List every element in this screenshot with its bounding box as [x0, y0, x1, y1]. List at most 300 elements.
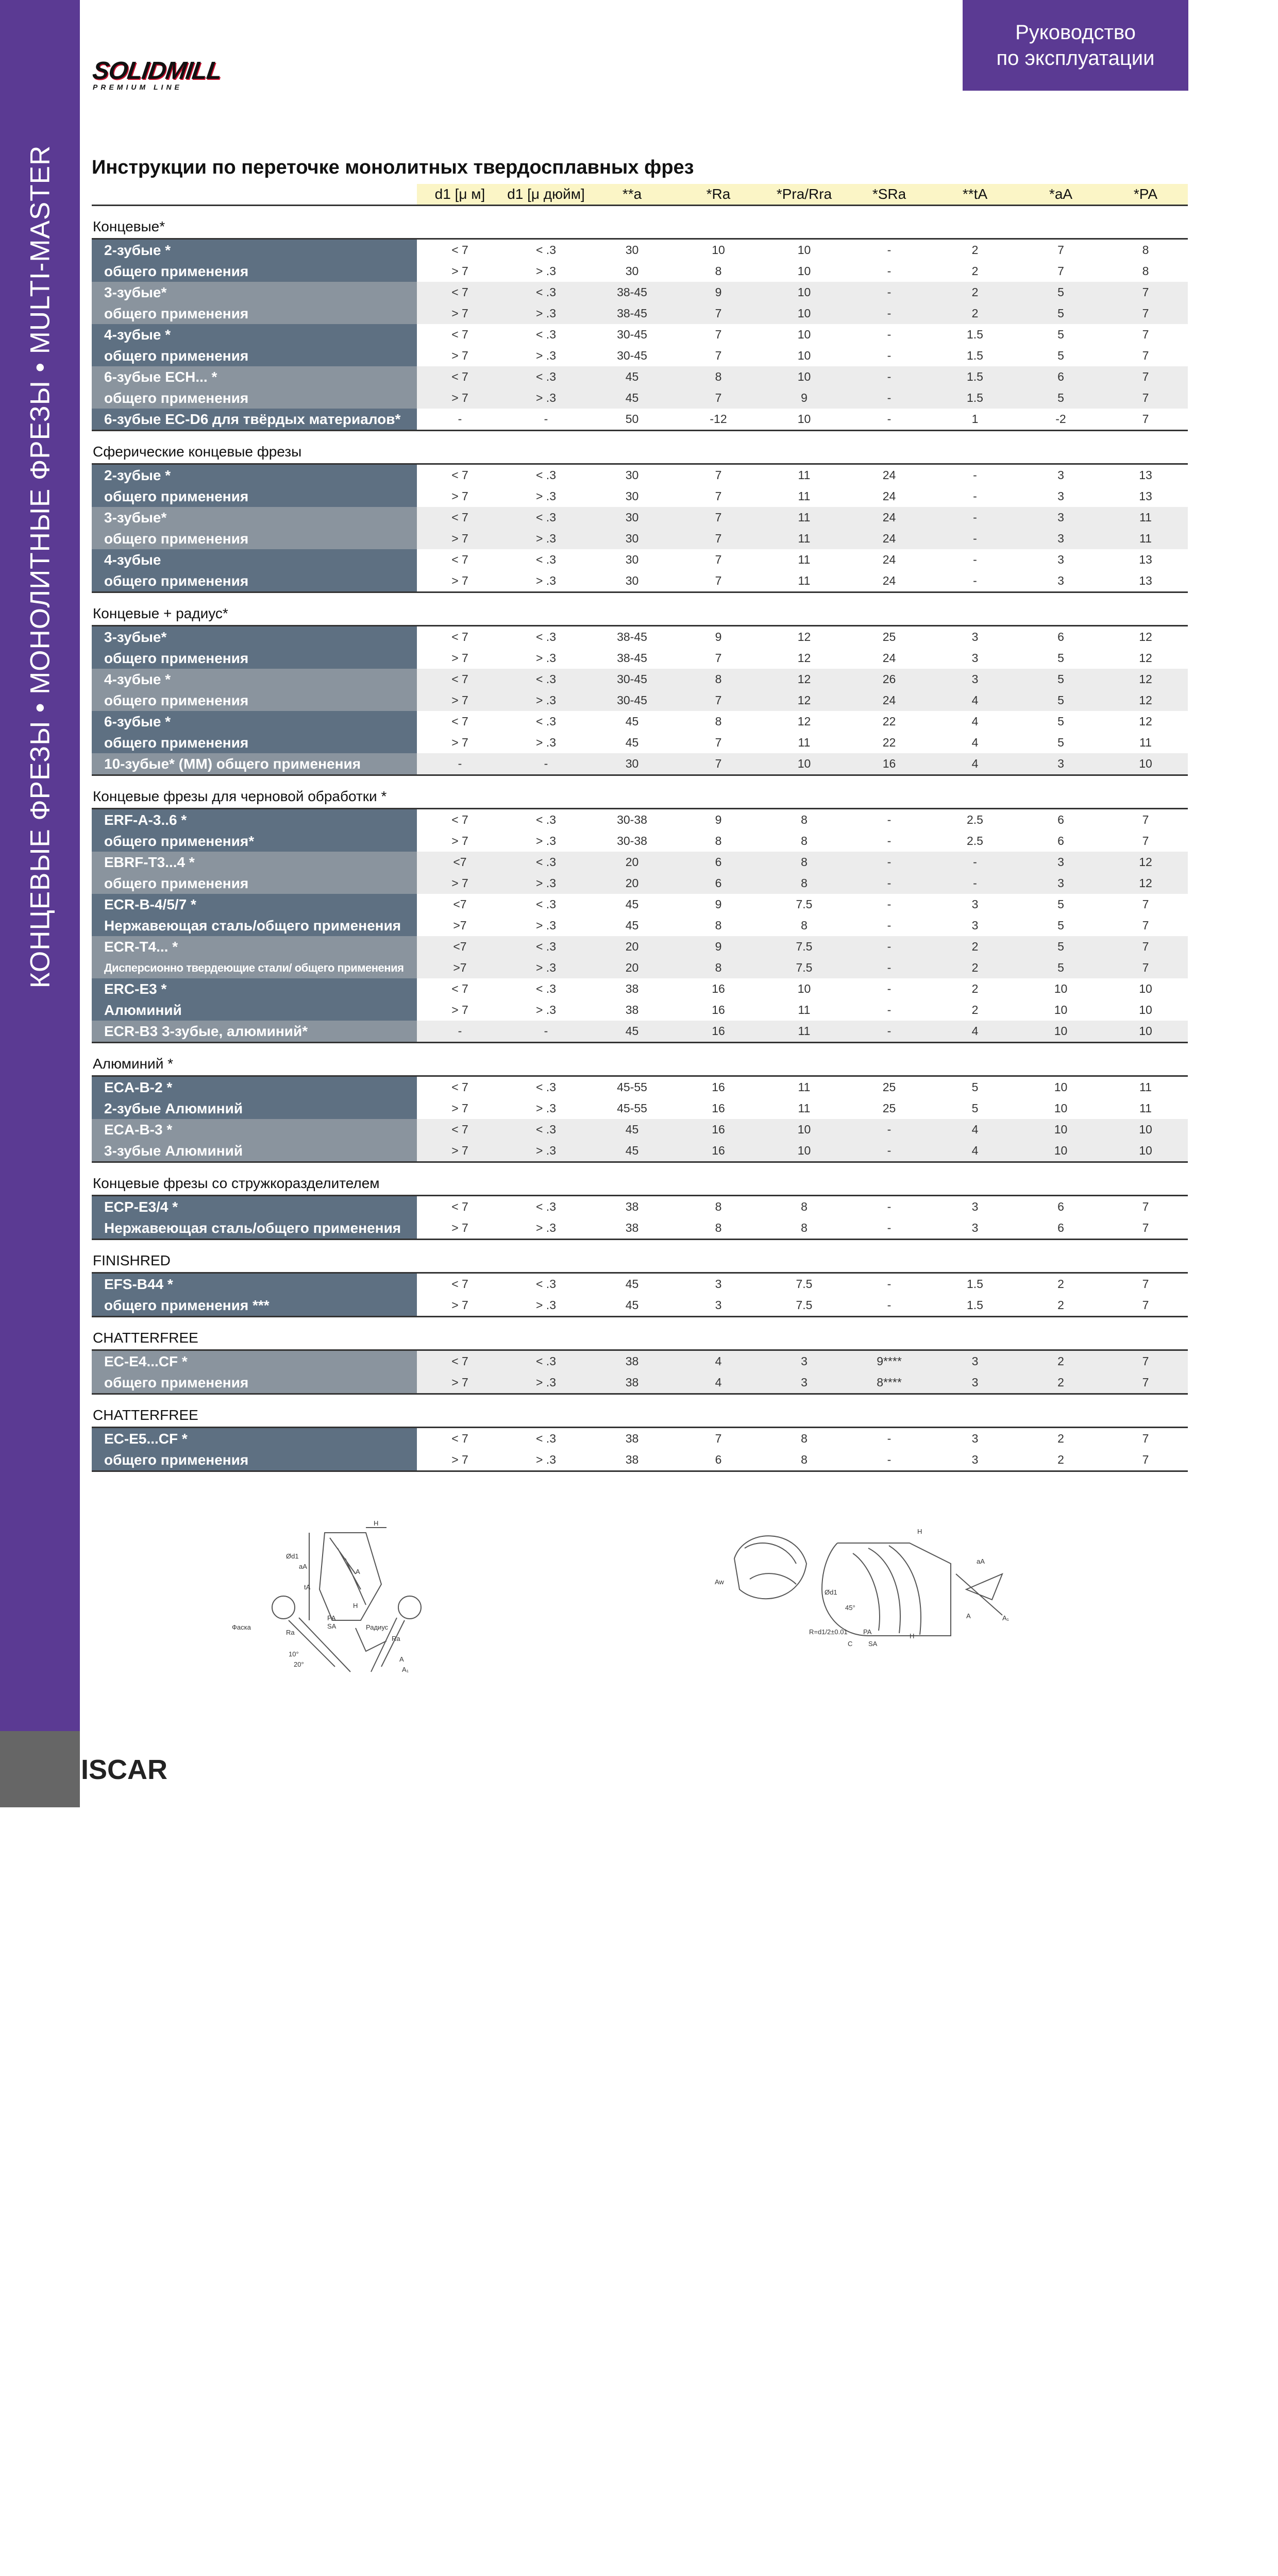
value-cell: 5 — [1018, 732, 1103, 753]
section-title: Концевые + радиус* — [92, 592, 1188, 626]
value-cell: 11 — [762, 732, 847, 753]
value-cell: >7 — [417, 915, 503, 936]
value-cell: 4 — [932, 753, 1018, 775]
diagram-label: Фаска — [232, 1623, 251, 1631]
diagram-label: H — [374, 1519, 379, 1527]
tool-name-cell: 10-зубые* (MM) общего применения — [92, 753, 417, 775]
value-cell: 8 — [675, 261, 762, 282]
value-cell: 38 — [589, 1196, 675, 1218]
value-cell: 7 — [1103, 324, 1188, 345]
value-cell: 10 — [762, 324, 847, 345]
table-row — [92, 915, 1188, 936]
value-cell: - — [932, 486, 1018, 507]
value-cell: < 7 — [417, 1350, 503, 1372]
table-row — [92, 690, 1188, 711]
left-diagram-labels — [232, 1519, 409, 1673]
value-cell: - — [932, 852, 1018, 873]
section-title: Концевые фрезы со стружкоразделителем — [92, 1162, 1188, 1196]
value-cell: < .3 — [503, 239, 589, 261]
value-cell: > 7 — [417, 261, 503, 282]
diagram-label: tA — [304, 1583, 311, 1591]
table-row — [92, 648, 1188, 669]
value-cell: 10 — [762, 1140, 847, 1162]
value-cell: < 7 — [417, 711, 503, 732]
value-cell: > 7 — [417, 387, 503, 409]
table-row — [92, 282, 1188, 303]
value-cell: 30 — [589, 239, 675, 261]
value-cell: 11 — [762, 464, 847, 486]
regrinding-table — [92, 184, 1188, 1472]
value-cell: - — [847, 852, 932, 873]
value-cell: < 7 — [417, 626, 503, 648]
tool-name-cell: ERF-A-3..6 * — [92, 809, 417, 831]
value-cell: 12 — [762, 669, 847, 690]
value-cell: 24 — [847, 549, 932, 570]
value-cell: - — [847, 978, 932, 999]
value-cell: - — [932, 570, 1018, 592]
section-title: Концевые фрезы для черновой обработки * — [92, 775, 1188, 809]
section-title: Сферические концевые фрезы — [92, 431, 1188, 464]
value-cell: 30-45 — [589, 324, 675, 345]
value-cell: 13 — [1103, 549, 1188, 570]
ball-nose-geometry-diagram — [714, 1517, 1033, 1687]
table-row — [92, 753, 1188, 775]
diagram-label: 10° — [289, 1650, 299, 1658]
column-header: **a — [589, 184, 675, 206]
value-cell: 7 — [675, 387, 762, 409]
value-cell: < .3 — [503, 978, 589, 999]
value-cell: < .3 — [503, 852, 589, 873]
value-cell: 6 — [1018, 626, 1103, 648]
table-row — [92, 570, 1188, 592]
diagram-label: Ød1 — [825, 1588, 837, 1596]
value-cell: 12 — [1103, 690, 1188, 711]
value-cell: < .3 — [503, 626, 589, 648]
value-cell: 38 — [589, 1449, 675, 1471]
value-cell: 12 — [1103, 873, 1188, 894]
value-cell: 7.5 — [762, 894, 847, 915]
value-cell: < 7 — [417, 669, 503, 690]
value-cell: 2 — [1018, 1449, 1103, 1471]
value-cell: 7 — [675, 1428, 762, 1450]
value-cell: < 7 — [417, 464, 503, 486]
page-title: Инструкции по переточке монолитных твердосплавных фрез — [92, 157, 694, 178]
tool-name-cell: 3-зубые Алюминий — [92, 1140, 417, 1162]
logo-main-text: SOLIDMILL — [91, 57, 224, 84]
value-cell: 20 — [589, 852, 675, 873]
value-cell: - — [932, 549, 1018, 570]
value-cell: 10 — [762, 282, 847, 303]
diagram-label: aA — [299, 1563, 307, 1570]
value-cell: 3 — [762, 1350, 847, 1372]
table-row — [92, 1217, 1188, 1240]
value-cell: > .3 — [503, 915, 589, 936]
value-cell: 10 — [1103, 753, 1188, 775]
tool-name-cell: EFS-B44 * — [92, 1273, 417, 1295]
value-cell: 7 — [1103, 1372, 1188, 1394]
value-cell: 25 — [847, 1098, 932, 1119]
value-cell: 38 — [589, 978, 675, 999]
tool-name-cell: 2-зубые * — [92, 464, 417, 486]
value-cell: 3 — [932, 626, 1018, 648]
diagram-label: C — [848, 1640, 853, 1648]
value-cell: 12 — [1103, 711, 1188, 732]
value-cell: 8 — [675, 366, 762, 387]
column-header: *SRa — [847, 184, 932, 206]
value-cell: 9 — [675, 894, 762, 915]
value-cell: 25 — [847, 1076, 932, 1098]
value-cell: - — [932, 507, 1018, 528]
value-cell: - — [932, 464, 1018, 486]
value-cell: 8 — [675, 831, 762, 852]
value-cell: 4 — [675, 1372, 762, 1394]
value-cell: 10 — [1103, 1119, 1188, 1140]
value-cell: < 7 — [417, 366, 503, 387]
value-cell: 2 — [932, 936, 1018, 957]
value-cell: 10 — [1018, 1076, 1103, 1098]
value-cell: - — [503, 409, 589, 431]
tool-name-cell: общего применения — [92, 873, 417, 894]
value-cell: 2 — [1018, 1372, 1103, 1394]
value-cell: 6 — [1018, 366, 1103, 387]
value-cell: 9**** — [847, 1350, 932, 1372]
value-cell: 8 — [762, 1196, 847, 1218]
value-cell: 10 — [762, 239, 847, 261]
value-cell: - — [417, 753, 503, 775]
value-cell: - — [847, 1273, 932, 1295]
value-cell: 7 — [1103, 1196, 1188, 1218]
value-cell: 11 — [1103, 507, 1188, 528]
value-cell: 7 — [1103, 957, 1188, 978]
value-cell: 10 — [1018, 1140, 1103, 1162]
value-cell: - — [847, 1140, 932, 1162]
header-blank — [92, 184, 417, 206]
value-cell: 12 — [1103, 648, 1188, 669]
value-cell: 10 — [1018, 1119, 1103, 1140]
tool-name-cell: EC-E4...CF * — [92, 1350, 417, 1372]
value-cell: 3 — [1018, 873, 1103, 894]
value-cell: -12 — [675, 409, 762, 431]
value-cell: -2 — [1018, 409, 1103, 431]
value-cell: 16 — [675, 1098, 762, 1119]
value-cell: 7 — [675, 732, 762, 753]
value-cell: > .3 — [503, 957, 589, 978]
tool-name-cell: общего применения* — [92, 831, 417, 852]
value-cell: - — [417, 1021, 503, 1043]
value-cell: 1.5 — [932, 324, 1018, 345]
value-cell: - — [847, 1428, 932, 1450]
value-cell: 4 — [932, 1119, 1018, 1140]
value-cell: 6 — [675, 873, 762, 894]
tool-name-cell: ECR-B-4/5/7 * — [92, 894, 417, 915]
value-cell: 30-45 — [589, 690, 675, 711]
value-cell: 12 — [1103, 626, 1188, 648]
value-cell: 8 — [762, 873, 847, 894]
value-cell: 7 — [675, 690, 762, 711]
value-cell: 7 — [1103, 366, 1188, 387]
value-cell: 11 — [762, 486, 847, 507]
value-cell: 8 — [675, 711, 762, 732]
value-cell: 12 — [1103, 669, 1188, 690]
value-cell: 11 — [762, 549, 847, 570]
value-cell: 5 — [1018, 690, 1103, 711]
table-row — [92, 1076, 1188, 1098]
tool-name-cell: общего применения — [92, 690, 417, 711]
diagram-label: 45° — [845, 1604, 855, 1612]
value-cell: 24 — [847, 690, 932, 711]
diagram-label: PA — [863, 1628, 872, 1636]
value-cell: 10 — [1018, 1098, 1103, 1119]
badge-line-1: Руководство — [1015, 21, 1136, 44]
value-cell: 38-45 — [589, 303, 675, 324]
value-cell: 3 — [932, 1217, 1018, 1240]
value-cell: 16 — [675, 1119, 762, 1140]
tool-name-cell: общего применения *** — [92, 1295, 417, 1317]
value-cell: 7 — [1103, 1449, 1188, 1471]
value-cell: 22 — [847, 711, 932, 732]
value-cell: 24 — [847, 648, 932, 669]
value-cell: 3 — [932, 669, 1018, 690]
table-row — [92, 345, 1188, 366]
value-cell: 45 — [589, 915, 675, 936]
value-cell: 8 — [1103, 261, 1188, 282]
value-cell: < .3 — [503, 282, 589, 303]
table-row — [92, 732, 1188, 753]
value-cell: 7 — [675, 507, 762, 528]
table-row — [92, 1372, 1188, 1394]
value-cell: 3 — [932, 894, 1018, 915]
table-row — [92, 831, 1188, 852]
value-cell: 7 — [675, 486, 762, 507]
table-row — [92, 894, 1188, 915]
diagram-label: Радиус — [366, 1623, 389, 1631]
value-cell: 20 — [589, 936, 675, 957]
value-cell: < 7 — [417, 239, 503, 261]
value-cell: 6 — [1018, 1217, 1103, 1240]
value-cell: 10 — [1018, 1021, 1103, 1043]
section-title: Концевые* — [92, 206, 1188, 239]
value-cell: 8 — [1103, 239, 1188, 261]
value-cell: 45 — [589, 366, 675, 387]
table-row — [92, 261, 1188, 282]
value-cell: 8 — [675, 915, 762, 936]
column-header: d1 [μ дюйм] — [503, 184, 589, 206]
tool-name-cell: 4-зубые * — [92, 669, 417, 690]
value-cell: 38 — [589, 999, 675, 1021]
value-cell: - — [503, 753, 589, 775]
value-cell: 8 — [762, 1428, 847, 1450]
value-cell: 7 — [1103, 831, 1188, 852]
value-cell: - — [847, 936, 932, 957]
diagram-label: Ra — [392, 1635, 400, 1642]
value-cell: 45 — [589, 387, 675, 409]
table-header-row — [92, 184, 1188, 206]
table-row — [92, 936, 1188, 957]
value-cell: > .3 — [503, 999, 589, 1021]
value-cell: 16 — [675, 999, 762, 1021]
value-cell: 2 — [932, 978, 1018, 999]
value-cell: 9 — [675, 936, 762, 957]
value-cell: 1.5 — [932, 366, 1018, 387]
section-header-row — [92, 592, 1188, 626]
tool-name-cell: 6-зубые EC-D6 для твёрдых материалов* — [92, 409, 417, 431]
column-header: *PA — [1103, 184, 1188, 206]
value-cell: < 7 — [417, 324, 503, 345]
value-cell: 45 — [589, 1140, 675, 1162]
value-cell: > .3 — [503, 1295, 589, 1317]
value-cell: - — [847, 894, 932, 915]
tool-name-cell: общего применения — [92, 1449, 417, 1471]
table-row — [92, 852, 1188, 873]
value-cell: 10 — [675, 239, 762, 261]
value-cell: - — [503, 1021, 589, 1043]
section-title: CHATTERFREE — [92, 1394, 1188, 1428]
value-cell: 10 — [762, 261, 847, 282]
tool-name-cell: 4-зубые — [92, 549, 417, 570]
value-cell: 4 — [675, 1350, 762, 1372]
value-cell: < .3 — [503, 1119, 589, 1140]
value-cell: 11 — [762, 1076, 847, 1098]
value-cell: > .3 — [503, 1098, 589, 1119]
diagram-label: H — [353, 1602, 358, 1609]
value-cell: 7 — [675, 549, 762, 570]
value-cell: 8**** — [847, 1372, 932, 1394]
table-row — [92, 239, 1188, 261]
value-cell: 30 — [589, 570, 675, 592]
side-section-title: КОНЦЕВЫЕ ФРЕЗЫ • МОНОЛИТНЫЕ ФРЕЗЫ • MULTI-MASTER — [25, 145, 56, 989]
value-cell: 3 — [932, 1372, 1018, 1394]
value-cell: 3 — [932, 1350, 1018, 1372]
value-cell: 2 — [932, 957, 1018, 978]
value-cell: 5 — [932, 1098, 1018, 1119]
value-cell: 45 — [589, 1119, 675, 1140]
value-cell: 11 — [762, 570, 847, 592]
table-row — [92, 1119, 1188, 1140]
diagram-label: H — [917, 1528, 922, 1535]
value-cell: < 7 — [417, 507, 503, 528]
value-cell: 2.5 — [932, 809, 1018, 831]
column-header: *Pra/Rra — [762, 184, 847, 206]
diagram-label: R=d1/2±0.01 — [809, 1628, 848, 1636]
diagram-label: Aw — [715, 1578, 724, 1586]
table-row — [92, 528, 1188, 549]
value-cell: > 7 — [417, 648, 503, 669]
tool-name-cell: Алюминий — [92, 999, 417, 1021]
value-cell: 30 — [589, 507, 675, 528]
value-cell: 5 — [1018, 669, 1103, 690]
table-row — [92, 669, 1188, 690]
value-cell: 12 — [1103, 852, 1188, 873]
table-row — [92, 999, 1188, 1021]
value-cell: 7.5 — [762, 957, 847, 978]
tool-name-cell: 3-зубые* — [92, 507, 417, 528]
value-cell: 2 — [932, 303, 1018, 324]
value-cell: 8 — [762, 852, 847, 873]
value-cell: 7 — [1018, 239, 1103, 261]
value-cell: > 7 — [417, 528, 503, 549]
value-cell: <7 — [417, 852, 503, 873]
table-row — [92, 1021, 1188, 1043]
value-cell: 5 — [1018, 648, 1103, 669]
value-cell: 24 — [847, 570, 932, 592]
value-cell: 3 — [675, 1273, 762, 1295]
value-cell: < .3 — [503, 669, 589, 690]
tool-name-cell: ECR-B3 3-зубые, алюминий* — [92, 1021, 417, 1043]
tool-name-cell: 3-зубые* — [92, 626, 417, 648]
value-cell: 12 — [762, 648, 847, 669]
value-cell: - — [847, 1119, 932, 1140]
value-cell: 2 — [932, 261, 1018, 282]
value-cell: 7 — [1103, 1428, 1188, 1450]
value-cell: 11 — [762, 1098, 847, 1119]
value-cell: > .3 — [503, 303, 589, 324]
value-cell: > 7 — [417, 570, 503, 592]
value-cell: > .3 — [503, 1372, 589, 1394]
section-title: Алюминий * — [92, 1043, 1188, 1076]
diagram-label: A₁ — [402, 1666, 409, 1673]
value-cell: 8 — [675, 1217, 762, 1240]
value-cell: > 7 — [417, 732, 503, 753]
value-cell: 1.5 — [932, 1295, 1018, 1317]
value-cell: > 7 — [417, 1449, 503, 1471]
value-cell: 8 — [762, 831, 847, 852]
value-cell: 3 — [932, 1449, 1018, 1471]
section-header-row — [92, 431, 1188, 464]
value-cell: 10 — [762, 978, 847, 999]
table-row — [92, 387, 1188, 409]
value-cell: 6 — [1018, 831, 1103, 852]
tool-name-cell: общего применения — [92, 570, 417, 592]
value-cell: > .3 — [503, 387, 589, 409]
value-cell: 10 — [762, 409, 847, 431]
table-row — [92, 366, 1188, 387]
value-cell: > .3 — [503, 648, 589, 669]
diagram-label: A — [399, 1655, 404, 1663]
value-cell: 30 — [589, 753, 675, 775]
value-cell: 7 — [1103, 936, 1188, 957]
value-cell: 45 — [589, 1295, 675, 1317]
value-cell: 7 — [675, 324, 762, 345]
value-cell: > 7 — [417, 999, 503, 1021]
value-cell: 45 — [589, 711, 675, 732]
table-row — [92, 978, 1188, 999]
diagram-label: A₁ — [1002, 1614, 1010, 1622]
value-cell: 2 — [932, 282, 1018, 303]
value-cell: 45 — [589, 894, 675, 915]
value-cell: 5 — [1018, 894, 1103, 915]
value-cell: 2 — [1018, 1295, 1103, 1317]
tool-name-cell: 6-зубые ECH... * — [92, 366, 417, 387]
section-header-row — [92, 775, 1188, 809]
value-cell: 30 — [589, 261, 675, 282]
table-row — [92, 711, 1188, 732]
value-cell: 16 — [847, 753, 932, 775]
value-cell: > .3 — [503, 873, 589, 894]
value-cell: 30 — [589, 486, 675, 507]
value-cell: 20 — [589, 873, 675, 894]
value-cell: - — [417, 409, 503, 431]
value-cell: 30-45 — [589, 345, 675, 366]
value-cell: > .3 — [503, 690, 589, 711]
section-header-row — [92, 1162, 1188, 1196]
value-cell: 6 — [675, 852, 762, 873]
value-cell: 5 — [1018, 303, 1103, 324]
badge-line-2: по эксплуатации — [996, 47, 1155, 70]
column-header: d1 [μ м] — [417, 184, 503, 206]
value-cell: 7 — [675, 648, 762, 669]
value-cell: 12 — [762, 626, 847, 648]
value-cell: 7 — [1103, 303, 1188, 324]
